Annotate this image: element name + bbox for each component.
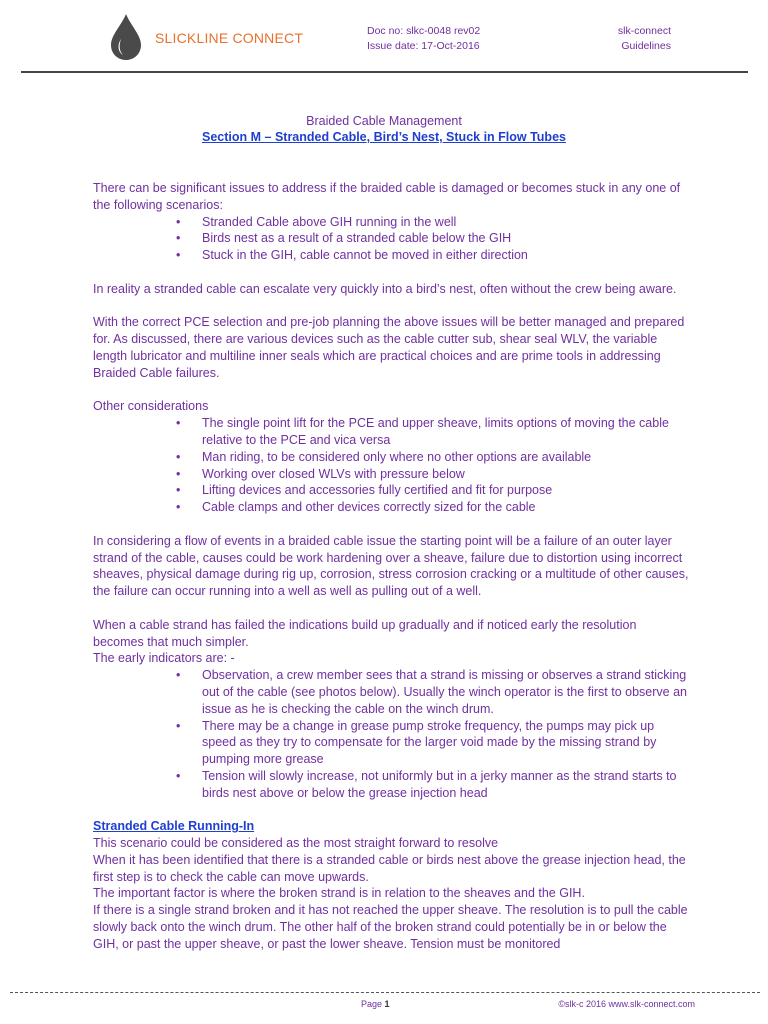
list-item: • Stranded Cable above GIH running in the well [176,214,457,229]
bullet-icon: • [176,231,181,246]
footer-divider [10,992,760,993]
site-name: slk-connect [617,25,671,37]
list-item: • Stuck in the GIH, cable cannot be moved in either direction [176,248,528,263]
bullet-icon: • [176,449,181,464]
bullet-icon: • [176,466,181,481]
considerations-list [93,415,689,516]
list-item: • Tension will slowly increase, not uniformly but in a jerky manner as the strand starts to birds nest above or below the grease injection head [176,768,677,800]
bullet-icon: • [176,500,181,515]
stranded-cable-running-in-heading[interactable]: Stranded Cable Running-In [93,819,255,834]
bullet-icon: • [176,416,181,431]
intro-paragraph: There can be significant issues to address if the braided cable is damaged or becomes stuck in any one of the following scenarios: [93,181,681,212]
brand-name: SLICKLINE CONNECT [155,30,304,46]
bullet-icon: • [176,214,181,229]
early-indicators-heading: The early indicators are: - [93,651,235,666]
section-title-link[interactable]: Section M – Stranded Cable, Bird’s Nest, Stuck in Flow Tubes [202,130,566,144]
bullet-icon: • [176,718,181,733]
list-item: • Observation, a crew member sees that a strand is missing or observes a strand sticking out of the cable (see photos below). Usually the winch operator is the first to observe an issue as he is checking the cable on the winch drum. [176,668,687,716]
list-item: • Cable clamps and other devices correctly sized for the cable [176,500,536,515]
document-body [93,180,689,953]
early-indicators-list [93,667,689,801]
page-header [0,0,768,76]
scenario-text-4: If there is a single strand broken and it has not reached the upper sheave. The resolution is to pull the cable slowly back onto the winch drum. The other half of the broken strand could potentially be in or below the GIH, or past the upper sheave, or past the lower sheave. Tension must be monitored [93,903,688,951]
scenario-list [93,214,689,264]
bullet-icon: • [176,768,181,783]
strand-failed-paragraph: When a cable strand has failed the indications build up gradually and if noticed early the resolution becomes that much simpler. [93,617,637,649]
list-item: • Lifting devices and accessories fully certified and fit for purpose [176,483,553,498]
document-title: Braided Cable Management [306,114,462,128]
bullet-icon: • [176,248,181,263]
bullet-icon: • [176,668,181,683]
list-item: • Man riding, to be considered only where no other options are available [176,449,592,464]
doc-category: Guidelines [621,40,671,52]
issue-date: Issue date: 17-Oct-2016 [367,40,480,52]
scenario-text-1: This scenario could be considered as the most straight forward to resolve [93,836,499,851]
footer-copyright: ©slk-c 2016 www.slk-connect.com [558,999,695,1009]
pce-paragraph: With the correct PCE selection and pre-job planning the above issues will be better managed and prepared for. As discussed, there are various devices such as the cable cutter sub, shear seal WLV, the variable length lubricator and multiline inner seals which are practical choices and are prime tools in addressing Braided Cable failures. [93,315,685,380]
other-considerations-heading: Other considerations [93,399,209,414]
header-divider [21,71,748,73]
scenario-text-3: The important factor is where the broken strand is in relation to the sheaves and the GIH. [93,886,585,901]
oil-drop-logo-icon [109,13,143,61]
doc-number: Doc no: slkc-0048 rev02 [367,25,481,37]
document-titles [0,113,768,146]
list-item: • There may be a change in grease pump stroke frequency, the pumps may pick up speed as they try to compensate for the larger void made by the missing strand by pumping more grease [176,718,657,767]
bullet-icon: • [176,483,181,498]
reality-paragraph: In reality a stranded cable can escalate very quickly into a bird’s nest, often without the crew being aware. [93,281,677,296]
doc-info [367,24,480,54]
list-item: • The single point lift for the PCE and upper sheave, limits options of moving the cable relative to the PCE and vica versa [176,416,669,447]
header-right-info [618,24,671,54]
scenario-text-2: When it has been identified that there is a stranded cable or birds nest above the grease injection head, the first step is to check the cable can move upwards. [93,852,686,884]
flow-paragraph: In considering a flow of events in a braided cable issue the starting point will be a failure of an outer layer strand of the cable, causes could be work hardening over a sheave, failure due to distortion using incorrect sheaves, physical damage during rig up, corrosion, stress corrosion cracking or a multitude of other causes, the failure can occur running into a well as well as pulling out of a well. [93,533,689,599]
list-item: • Birds nest as a result of a stranded cable below the GIH [176,231,512,246]
list-item: • Working over closed WLVs with pressure below [176,466,465,481]
page-number: Page 1 [361,999,390,1009]
